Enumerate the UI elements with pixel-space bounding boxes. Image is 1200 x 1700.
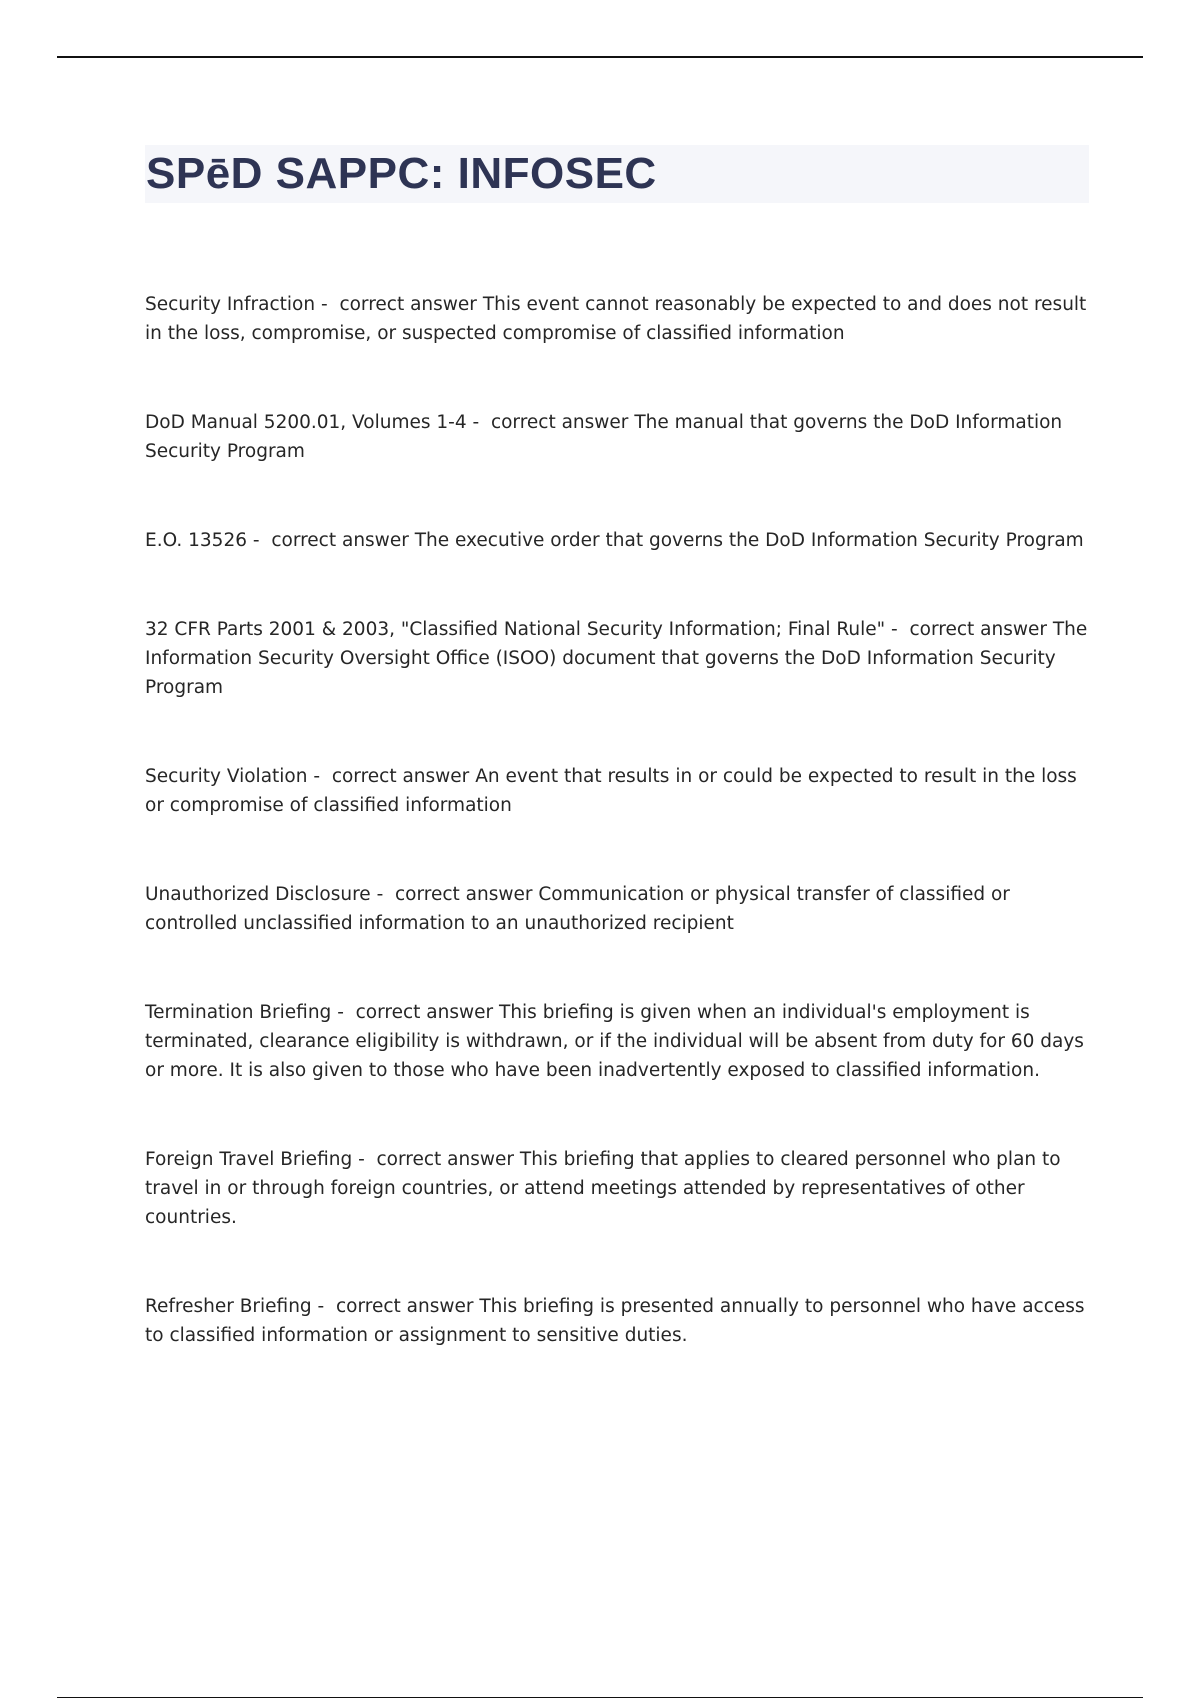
entry-term: Foreign Travel Briefing xyxy=(145,1149,353,1170)
entry-list xyxy=(145,290,1095,1410)
entry-dod-manual xyxy=(145,408,1095,466)
answer-label: correct answer xyxy=(355,1002,494,1023)
answer-label: correct answer xyxy=(909,619,1047,640)
answer-label: correct answer xyxy=(490,412,629,433)
answer-label: correct answer xyxy=(271,530,409,551)
entry-separator: - xyxy=(247,530,272,551)
entry-term: Security Violation xyxy=(145,766,308,787)
entry-term: DoD Manual 5200.01, Volumes 1-4 xyxy=(145,412,467,433)
entry-separator: - xyxy=(352,1149,377,1170)
entry-executive-order xyxy=(145,526,1095,555)
entry-definition: An event that results in or could be expected to result in the loss or compromise of classified information xyxy=(145,766,1077,816)
entry-definition: This briefing that applies to cleared personnel who plan to travel in or through foreign countries, or attend meetings attended by representatives of other countries. xyxy=(145,1149,1061,1228)
entry-separator: - xyxy=(307,766,332,787)
entry-separator: - xyxy=(370,884,396,905)
entry-term: Security Infraction xyxy=(145,294,316,315)
entry-definition: This event cannot reasonably be expected to and does not result in the loss, compromise, or suspected compromise of classified information xyxy=(145,294,1087,344)
document-title: SPēD SAPPC: INFOSEC xyxy=(146,149,657,198)
entry-term: 32 CFR Parts 2001 & 2003, "Classified National Security Information; Final Rule" xyxy=(145,619,886,640)
bottom-rule xyxy=(57,1697,1143,1698)
entry-separator: - xyxy=(885,619,910,640)
answer-label: correct answer xyxy=(339,294,477,315)
entry-definition: This briefing is given when an individual's employment is terminated, clearance eligibility is withdrawn, or if the individual will be absent from duty for 60 days or more. It is also given to those who have been inadvertently exposed to classified information. xyxy=(145,1002,1084,1081)
entry-foreign-travel-briefing xyxy=(145,1145,1095,1232)
entry-separator: - xyxy=(466,412,491,433)
entry-separator: - xyxy=(315,294,340,315)
entry-refresher-briefing xyxy=(145,1292,1095,1350)
entry-separator: - xyxy=(331,1002,356,1023)
entry-unauthorized-disclosure xyxy=(145,880,1095,938)
answer-label: correct answer xyxy=(395,884,533,905)
answer-label: correct answer xyxy=(336,1296,474,1317)
top-rule xyxy=(57,56,1143,58)
entry-term: Unauthorized Disclosure xyxy=(145,884,371,905)
entry-definition: Communication or physical transfer of classified or controlled unclassified information to an unauthorized recipient xyxy=(145,884,1010,934)
answer-label: correct answer xyxy=(331,766,470,787)
entry-32-cfr xyxy=(145,615,1095,702)
entry-security-violation xyxy=(145,762,1095,820)
entry-definition: The manual that governs the DoD Information Security Program xyxy=(145,412,1063,462)
entry-term: E.O. 13526 xyxy=(145,530,247,551)
entry-definition: The Information Security Oversight Office (ISOO) document that governs the DoD Information Security Program xyxy=(145,619,1088,698)
answer-label: correct answer xyxy=(376,1149,514,1170)
entry-security-infraction xyxy=(145,290,1095,348)
entry-term: Termination Briefing xyxy=(145,1002,332,1023)
entry-definition: This briefing is presented annually to personnel who have access to classified information or assignment to sensitive duties. xyxy=(145,1296,1085,1346)
entry-termination-briefing xyxy=(145,998,1095,1085)
entry-definition: The executive order that governs the DoD Information Security Program xyxy=(414,530,1084,551)
entry-separator: - xyxy=(311,1296,336,1317)
entry-term: Refresher Briefing xyxy=(145,1296,312,1317)
